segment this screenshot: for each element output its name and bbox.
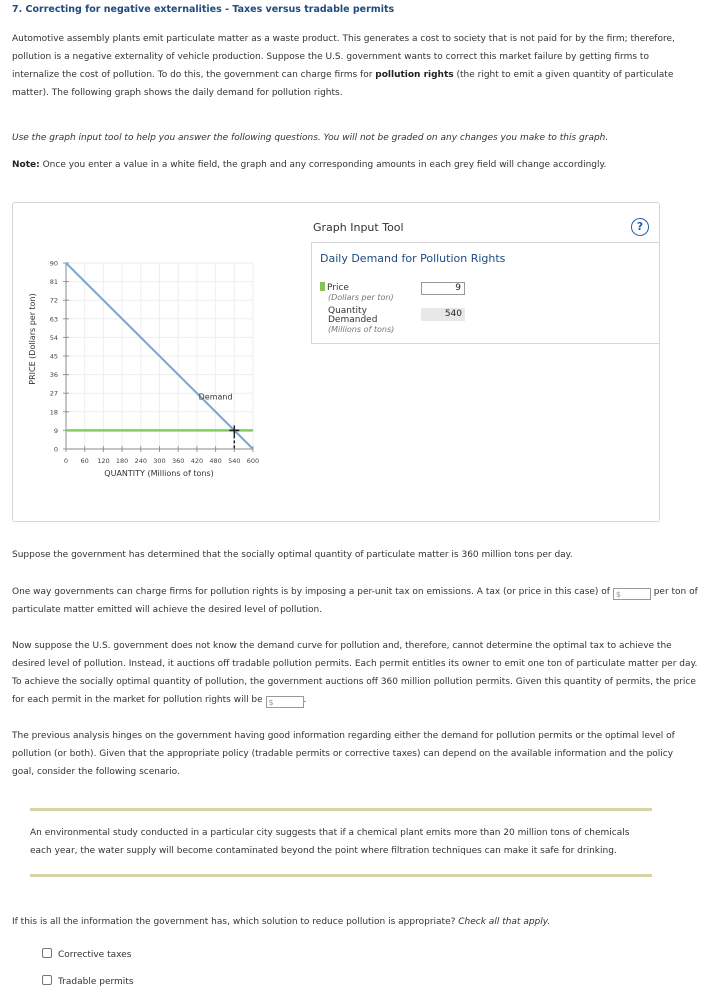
x-tick-label: 600 bbox=[246, 457, 260, 465]
question-policy: If this is all the information the government has, which solution to reduce pollution is appropriate? Check all that apply. bbox=[12, 917, 551, 927]
x-tick-label: 0 bbox=[63, 457, 69, 465]
y-tick-label: 45 bbox=[49, 352, 58, 361]
scenario-text: An environmental study conducted in a particular city suggests that if a chemical plant emits more than 20 million tons of chemicals each year, the water supply will become contaminated beyond the point where filtration techniques can make it safe for drinking. bbox=[30, 828, 630, 856]
demand-graph[interactable] bbox=[13, 203, 303, 503]
scenario-top-rule bbox=[30, 808, 652, 811]
note-text: Note: Once you enter a value in a white field, the graph and any corresponding amounts in each grey field will change accordingly. bbox=[12, 160, 607, 170]
x-tick-label: 240 bbox=[134, 457, 148, 465]
question-tax: One way governments can charge firms for pollution rights is by imposing a per-unit tax on emissions. A tax (or price in this case) of $ per ton of particulate matter emitted will achieve the desired level of pollution. bbox=[12, 587, 698, 615]
analysis-paragraph: The previous analysis hinges on the government having good information regarding either the demand for pollution permits or the optimal level of pollution (or both). Given that the appropriate policy (tradable permits or corrective taxes) can depend on the available information and the policy goal, consider the following scenario. bbox=[12, 731, 675, 777]
graph-panel bbox=[12, 202, 660, 522]
price-label: Price (Dollars per ton) bbox=[320, 282, 394, 303]
quantity-demanded-value: 540 bbox=[421, 308, 465, 321]
y-tick-label: 27 bbox=[49, 389, 58, 398]
scenario-bottom-rule bbox=[30, 874, 652, 877]
option-corrective-taxes[interactable]: Corrective taxes bbox=[42, 948, 131, 960]
y-tick-label: 18 bbox=[49, 408, 58, 417]
y-axis-label: PRICE (Dollars per ton) bbox=[28, 293, 37, 385]
y-tick-label: 36 bbox=[49, 371, 58, 380]
price-input[interactable]: 9 bbox=[421, 282, 465, 295]
question-title: 7. Correcting for negative externalities - Taxes versus tradable permits bbox=[12, 4, 395, 15]
graph-input-tool-title: Graph Input Tool bbox=[313, 221, 404, 234]
help-icon[interactable]: ? bbox=[631, 218, 649, 236]
y-tick-label: 72 bbox=[49, 296, 58, 305]
y-tick-label: 54 bbox=[49, 333, 58, 342]
x-tick-label: 540 bbox=[228, 457, 241, 465]
x-tick-label: 120 bbox=[97, 457, 110, 465]
demand-curve-label: Demand bbox=[198, 392, 233, 402]
x-tick-label: 180 bbox=[115, 457, 129, 465]
question-permit-price: Now suppose the U.S. government does not know the demand curve for pollution and, therefore, cannot determine the optimal tax to achieve the desired level of pollution. Instead, it auctions off tradable pollution permits. Each permit entitles its owner to emit one ton of particulate matter per day. To achieve the socially optimal quantity of pollution, the government auctions off 360 million pollution permits. Given this quantity of permits, the price for each permit in the market for pollution rights will be $ . bbox=[12, 641, 698, 707]
price-swatch-icon bbox=[320, 282, 325, 291]
option-tradable-permits[interactable]: Tradable permits bbox=[42, 975, 134, 987]
x-tick-label: 60 bbox=[80, 457, 89, 465]
x-tick-label: 420 bbox=[190, 457, 204, 465]
y-tick-label: 0 bbox=[53, 445, 58, 454]
graph-input-tool bbox=[311, 242, 659, 344]
checkbox-icon[interactable] bbox=[42, 975, 52, 985]
checkbox-icon[interactable] bbox=[42, 948, 52, 958]
x-axis-label: QUANTITY (Millions of tons) bbox=[104, 469, 214, 478]
x-tick-label: 360 bbox=[171, 457, 185, 465]
y-tick-label: 81 bbox=[49, 278, 58, 287]
tax-input[interactable]: $ bbox=[613, 588, 651, 600]
tool-subtitle: Daily Demand for Pollution Rights bbox=[320, 252, 506, 265]
instruction-text: Use the graph input tool to help you answer the following questions. You will not be graded on any changes you make to this graph. bbox=[12, 133, 609, 143]
intro-paragraph: Automotive assembly plants emit particulate matter as a waste product. This generates a cost to society that is not paid for by the firm; therefore, pollution is a negative externality of vehicle production. Suppose the U.S. government wants to correct this market failure by getting firms to internalize the cost of pollution. To do this, the government can charge firms for pollution rights (the right to emit a given quantity of particulate matter). The following graph shows the daily demand for pollution rights. bbox=[12, 34, 675, 98]
y-tick-label: 63 bbox=[49, 315, 58, 324]
y-tick-label: 9 bbox=[53, 426, 58, 435]
question-optimal-quantity: Suppose the government has determined that the socially optimal quantity of particulate matter is 360 million tons per day. bbox=[12, 550, 573, 560]
x-tick-label: 480 bbox=[209, 457, 222, 465]
x-tick-label: 300 bbox=[153, 457, 166, 465]
y-tick-label: 90 bbox=[49, 259, 58, 268]
quantity-label: Quantity Demanded (Millions of tons) bbox=[328, 306, 395, 334]
permit-price-input[interactable]: $ bbox=[266, 696, 304, 708]
